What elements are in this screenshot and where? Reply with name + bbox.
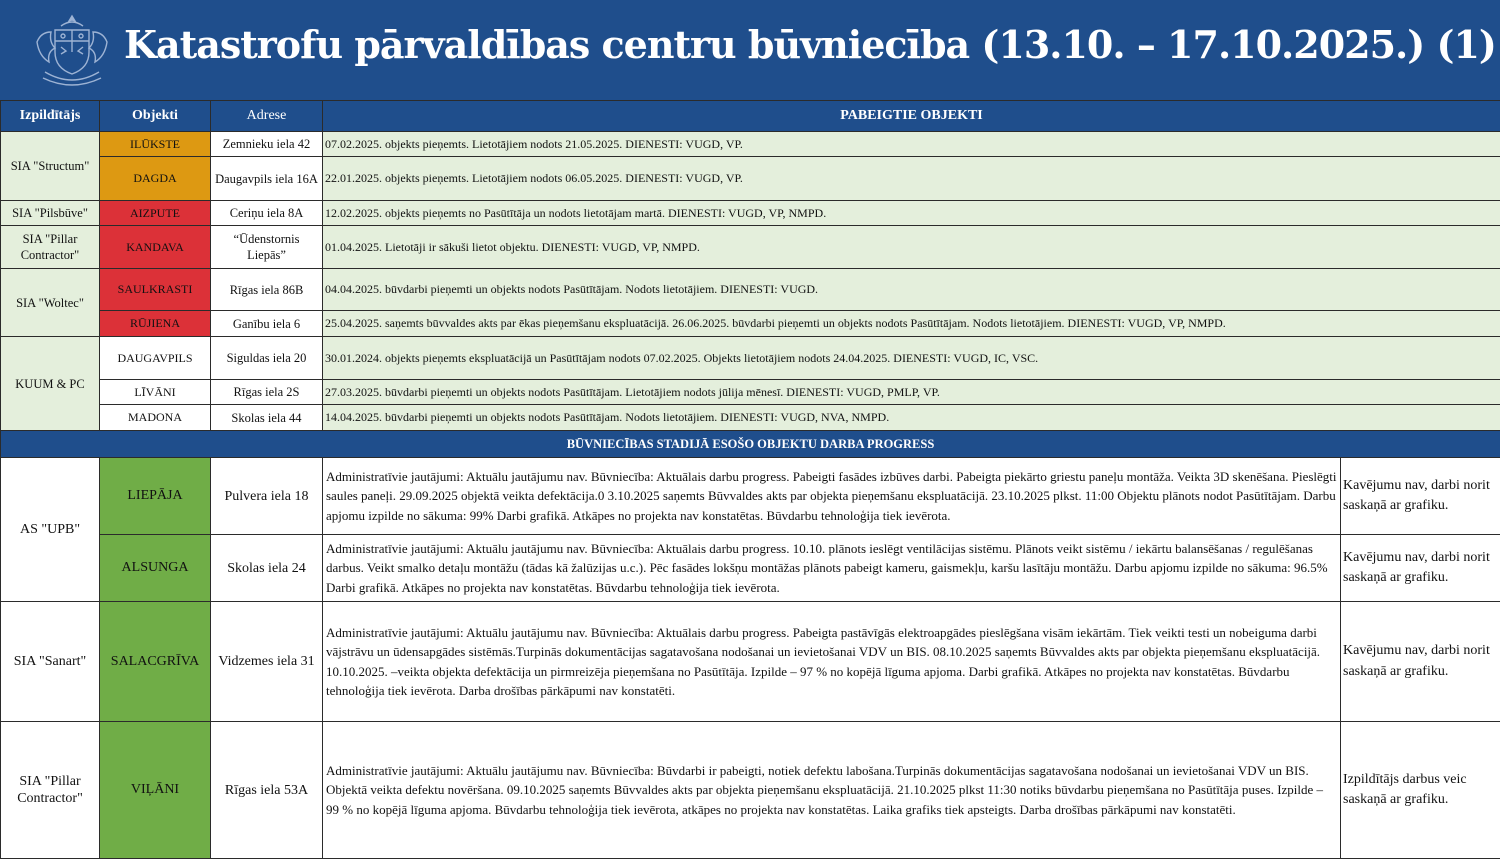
address-cell: Rīgas iela 86B [211,269,323,311]
object-cell: ALSUNGA [100,535,211,602]
contractor-cell: SIA "Pillar Contractor" [1,722,100,859]
contractor-cell: AS "UPB" [1,458,100,602]
object-cell: SAULKRASTI [100,269,211,311]
contractor-cell: SIA "Sanart" [1,602,100,722]
column-header-object: Objekti [100,101,211,132]
address-cell: Zemnieku iela 42 [211,132,323,157]
table-row [1,157,1500,201]
object-cell: LĪVĀNI [100,380,211,405]
table-row [1,535,1500,602]
table-row [1,458,1500,535]
progress-text-cell: Administratīvie jautājumi: Aktuālu jautājumu nav. Būvniecība: Aktuālais darbu progress. 10.10. plānots ieslēgt ventilācijas sistēmu. Plānots veikt sistēmu / iekārtu balansēšanas / regulēšanas darbus. Veikt smalko detaļu montāžu (tādas kā žalūzijas u.c.). Pēc fasādes lokšņu montāžas plānots pabeigt kameru, gaismekļu, karšu lasītāju montāžu. Darbu apjomu izpilde no sākuma: 96.5% Darbi grafikā. Atkāpes no projekta nav konstatētas. Būvdarbu tehnoloģija tiek ievērota. [323,535,1341,602]
table-row [1,405,1500,431]
note-cell: 14.04.2025. būvdarbi pieņemti un objekts nodots Pasūtītājam. Nodots lietotājiem. DIENESTI: VUGD, NVA, NMPD. [323,405,1500,431]
address-cell: Rīgas iela 53A [211,722,323,859]
status-cell: Izpildītājs darbus veic saskaņā ar grafiku. [1341,722,1500,859]
object-cell: AIZPUTE [100,201,211,226]
address-cell: “Ūdenstornis Liepās” [211,226,323,269]
object-cell: DAGDA [100,157,211,201]
note-cell: 01.04.2025. Lietotāji ir sākuši lietot objektu. DIENESTI: VUGD, VP, NMPD. [323,226,1500,269]
contractor-cell: SIA "Pilsbūve" [1,201,100,226]
table-row [1,380,1500,405]
status-cell: Kavējumu nav, darbi norit saskaņā ar grafiku. [1341,535,1500,602]
object-cell: DAUGAVPILS [100,337,211,380]
column-header-contractor: Izpildītājs [1,101,100,132]
header-bar [0,0,1500,100]
progress-text-cell: Administratīvie jautājumi: Aktuālu jautājumu nav. Būvniecība: Būvdarbi ir pabeigti, notiek defektu labošana.Turpinās dokumentācijas sagatavošana nodošanai un ievietošanai VDV un BIS. Objektā veikta defektu novēršana. 09.10.2025 saņemts Būvvaldes akts par objekta pieņemšanu ekspluatācijā. 21.10.2025 plkst 11:30 notiks būvdarbu pieņemšana no Pasūtītāja puses. Izpilde – 99 % no kopējā līguma apjoma. Būvdarbu tehnoloģija tiek ievērota, atkāpes no projekta nav konstatētas. Laika grafiks tiek apsteigts. Darba drošības pārkāpumi nav konstatēti. [323,722,1341,859]
address-cell: Pulvera iela 18 [211,458,323,535]
address-cell: Siguldas iela 20 [211,337,323,380]
contractor-cell: SIA "Structum" [1,132,100,201]
table-row [1,269,1500,311]
latvia-coat-of-arms-icon [33,12,111,90]
object-cell: SALACGRĪVA [100,602,211,722]
note-cell: 25.04.2025. saņemts būvvaldes akts par ēkas pieņemšanu ekspluatācijā. 26.06.2025. būvdarbi pieņemti un objekts nodots Pasūtītājam. Nodots lietotājiem. DIENESTI: VUGD, VP, NMPD. [323,311,1500,337]
address-cell: Ganību iela 6 [211,311,323,337]
contractor-cell: KUUM & PC [1,337,100,431]
address-cell: Daugavpils iela 16A [211,157,323,201]
address-cell: Skolas iela 44 [211,405,323,431]
object-cell: RŪJIENA [100,311,211,337]
table-row [1,132,1500,157]
object-cell: MADONA [100,405,211,431]
progress-table [0,100,1500,859]
address-cell: Ceriņu iela 8A [211,201,323,226]
page-title: Katastrofu pārvaldības centru būvniecība (13.10. – 17.10.2025.) (1) [124,22,1496,67]
column-header-address: Adrese [211,101,323,132]
table-row [1,722,1500,859]
progress-text-cell: Administratīvie jautājumi: Aktuālu jautājumu nav. Būvniecība: Aktuālais darbu progress. Pabeigti fasādes izbūves darbi. Pabeigta piekārto griestu paneļu montāža. Veikta 3D skenēšana. Pieslēgti saules paneļi. 29.09.2025 objektā veikta defektācija.0 3.10.2025 saņemts Būvvaldes akts par objekta pieņemšanu ekspluatācijā. 23.10.2025 plkst. 11:00 Objektu plānots nodot Pasūtītājam. Darbu apjomu izpilde no sākuma: 99% Darbi grafikā. Atkāpes no projekta nav konstatētas. Būvdarbu tehnoloģija tiek ievērota. [323,458,1341,535]
note-cell: 04.04.2025. būvdarbi pieņemti un objekts nodots Pasūtītājam. Nodots lietotājiem. DIENESTI: VUGD. [323,269,1500,311]
address-cell: Vidzemes iela 31 [211,602,323,722]
note-cell: 27.03.2025. būvdarbi pieņemti un objekts nodots Pasūtītājam. Lietotājiem nodots jūlija mēnesī. DIENESTI: VUGD, PMLP, VP. [323,380,1500,405]
note-cell: 12.02.2025. objekts pieņemts no Pasūtītāja un nodots lietotājam martā. DIENESTI: VUGD, VP, NMPD. [323,201,1500,226]
section-heading: BŪVNIECĪBAS STADIJĀ ESOŠO OBJEKTU DARBA PROGRESS [1,431,1500,458]
progress-text-cell: Administratīvie jautājumi: Aktuālu jautājumu nav. Būvniecība: Aktuālais darbu progress. Pabeigta pastāvīgās elektroapgādes pieslēgšana visām iekārtām. Tiek veikti testi un nobeiguma darbi vājstrāvu un ūdensapgādes sistēmās.Turpinās dokumentācijas sagatavošana nodošanai un ievietošanai VDV un BIS. 08.10.2025 saņemts Būvvaldes akts par objekta pieņemšanu ekspluatācijā. 10.10.2025. –veikta objekta defektācija un pirmreizēja pieņemšana no Pasūtītāja. Izpilde – 97 % no kopējā līguma apjoma. Darbi grafikā. Atkāpes no projekta nav konstatētas. Būvdarbu tehnoloģija tiek ievērota. Darba drošības pārkāpumi nav konstatēti. [323,602,1341,722]
note-cell: 07.02.2025. objekts pieņemts. Lietotājiem nodots 21.05.2025. DIENESTI: VUGD, VP. [323,132,1500,157]
status-cell: Kavējumu nav, darbi norit saskaņā ar grafiku. [1341,458,1500,535]
table-row [1,337,1500,380]
contractor-cell: SIA "Woltec" [1,269,100,337]
table-row [1,201,1500,226]
object-cell: LIEPĀJA [100,458,211,535]
address-cell: Rīgas iela 2S [211,380,323,405]
note-cell: 30.01.2024. objekts pieņemts ekspluatācijā un Pasūtītājam nodots 07.02.2025. Objekts lietotājiem nodots 24.04.2025. DIENESTI: VUGD, IC, VSC. [323,337,1500,380]
object-cell: ILŪKSTE [100,132,211,157]
note-cell: 22.01.2025. objekts pieņemts. Lietotājiem nodots 06.05.2025. DIENESTI: VUGD, VP. [323,157,1500,201]
column-header-completed: PABEIGTIE OBJEKTI [323,101,1500,132]
status-cell: Kavējumu nav, darbi norit saskaņā ar grafiku. [1341,602,1500,722]
contractor-cell: SIA "Pillar Contractor" [1,226,100,269]
table-row [1,226,1500,269]
object-cell: VIĻĀNI [100,722,211,859]
table-row [1,602,1500,722]
table-row [1,311,1500,337]
object-cell: KANDAVA [100,226,211,269]
section-heading-row [1,431,1500,458]
address-cell: Skolas iela 24 [211,535,323,602]
